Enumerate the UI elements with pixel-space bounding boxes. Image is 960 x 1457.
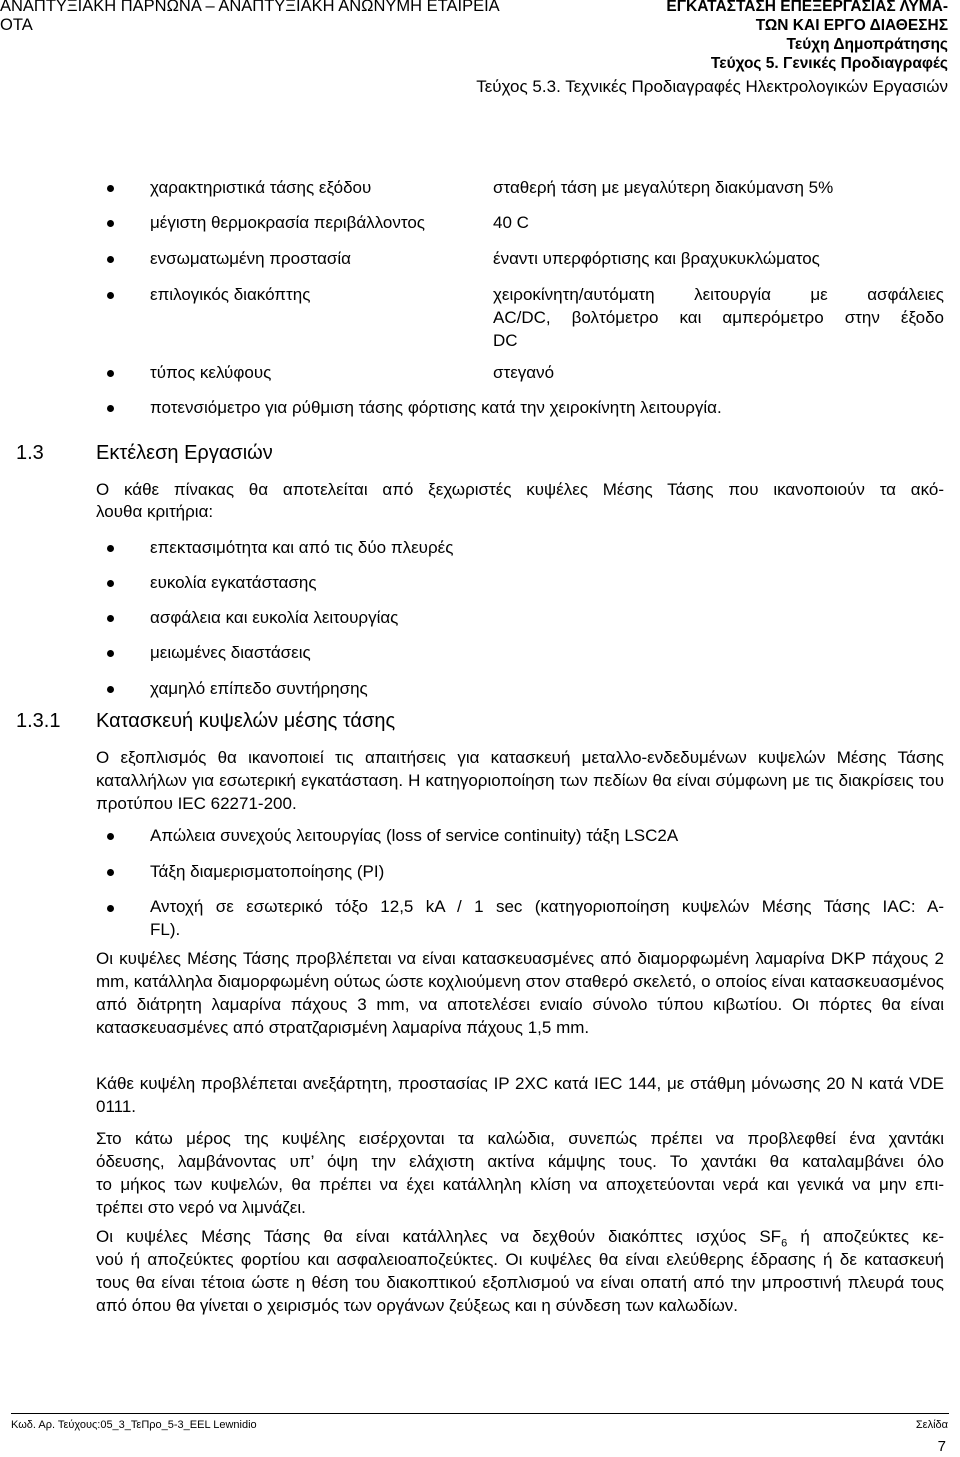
spec-value: DC (493, 331, 518, 350)
header-left-line1: ΑΝΑΠΤΥΞΙΑΚΗ ΠΑΡΝΩΝΑ – ΑΝΑΠΤΥΞΙΑΚΗ ΑΝΩΝΥΜΗ ΕΤΑΙΡΕΙΑ (0, 0, 500, 15)
header-right-line3: Τεύχη Δημοπράτησης (786, 36, 948, 53)
bullet-icon (107, 650, 114, 657)
footer-code: Κωδ. Αρ. Τεύχους:05_3_ΤεΠρο_5-3_EEL Lewnidio (11, 1419, 257, 1431)
header-right-line4: Τεύχος 5. Γενικές Προδιαγραφές (710, 55, 948, 72)
spec-value: έναντι υπερφόρτισης και βραχυκυκλώματος (493, 249, 820, 268)
paragraph-line: το μήκος των κυψελών, θα πρέπει να έχει κατάλληλη κλίση να αποχετεύονται νερά και γενικά να μην επι- (96, 1175, 944, 1194)
spec-value: 40 C (493, 213, 529, 232)
list-item: FL). (150, 920, 181, 939)
footer-page-label: Σελίδα (915, 1419, 948, 1431)
bullet-icon (107, 405, 114, 412)
header-right-line2: ΤΩΝ ΚΑΙ ΕΡΓΟ ΔΙΑΘΕΣΗΣ (755, 17, 948, 34)
list-item: επεκτασιμότητα και από τις δύο πλευρές (150, 538, 454, 557)
list-item: Αντοχή σε εσωτερικό τόξο 12,5 kA / 1 sec (κατηγοριοποίηση κυψελών Μέσης Τάσης IAC: A- (150, 897, 944, 916)
spec-label: ποτενσιόμετρο για ρύθμιση τάσης φόρτισης κατά την χειροκίνητη λειτουργία. (150, 398, 722, 417)
spec-label: χαρακτηριστικά τάσης εξόδου (150, 178, 372, 197)
paragraph-line: τρέπει στο νερό να λιμνάζει. (96, 1198, 306, 1217)
bullet-icon (107, 905, 114, 912)
subsection-title: Κατασκευή κυψελών μέσης τάσης (96, 710, 396, 732)
subsection-number: 1.3.1 (16, 710, 61, 732)
header-left-line2: ΟΤΑ (0, 16, 33, 34)
header-right-line5: Τεύχος 5.3. Τεχνικές Προδιαγραφές Ηλεκτρολογικών Εργασιών (476, 77, 948, 96)
bullet-icon (107, 292, 114, 299)
list-item: μειωμένες διαστάσεις (150, 643, 311, 662)
text-run: ή αποζεύκτες κε- (787, 1227, 944, 1246)
spec-label: τύπος κελύφους (150, 363, 272, 382)
text-run: Οι κυψέλες Μέσης Τάσης θα είναι κατάλληλες να δεχθούν διακόπτες ισχύος SF (96, 1227, 782, 1246)
paragraph-line (96, 1225, 944, 1248)
bullet-icon (107, 220, 114, 227)
spec-label: επιλογικός διακόπτης (150, 285, 311, 304)
spec-value: στεγανό (493, 363, 555, 382)
paragraph-rest: νού ή αποζεύκτες φορτίου και ασφαλειοαποζεύκτες. Οι κυψέλες θα είναι ελεύθερης έδρασης ή δε κατασκευή τους θα είναι τέτοια ώστε η θέση του διακοπτικού εξοπλισμού να είναι οπατή από την μπροστινή πλευρά τους από όπου θα γίνεται ο χειρισμός των οργάνων ζεύξεως και η σύνδεση των καλωδίων. (96, 1250, 944, 1315)
bullet-icon (107, 545, 114, 552)
bullet-icon (107, 833, 114, 840)
spec-value: σταθερή τάση με μεγαλύτερη διακύμανση 5% (493, 178, 834, 197)
paragraph: Οι κυψέλες Μέσης Τάσης προβλέπεται να είναι κατασκευασμένες από διαμορφωμένη λαμαρίνα DKP πάχους 2 mm, κατάλληλα διαμορφωμένη ούτως ώστε κοχλιούμενη στον σταθερό σκελετό, ο οποίος είναι κατασκευασμένος από διάτρητη λαμαρίνα πάχους 3 mm, να αποτελέσει ενιαίο σύνολο τύπου κιβωτίου. Οι πόρτες θα είναι κατασκευασμένες από στρατζαρισμένη λαμαρίνα πάχους 1,5 mm. (96, 949, 944, 1037)
spec-value: χειροκίνητη/αυτόματη λειτουργία με ασφάλειες (493, 285, 944, 304)
list-item: Τάξη διαμερισματοποίησης (PI) (150, 862, 385, 881)
list-item: ευκολία εγκατάστασης (150, 573, 317, 592)
list-item: χαμηλό επίπεδο συντήρησης (150, 679, 368, 698)
page-number: 7 (937, 1438, 946, 1455)
list-item: Απώλεια συνεχούς λειτουργίας (loss of service continuity) τάξη LSC2A (150, 826, 679, 845)
bullet-icon (107, 615, 114, 622)
bullet-icon (107, 185, 114, 192)
bullet-icon (107, 580, 114, 587)
paragraph-line: Στο κάτω μέρος της κυψέλης εισέρχονται τα καλώδια, συνεπώς πρέπει να προβλεφθεί ένα χαντάκι (96, 1129, 944, 1148)
header-left (0, 0, 500, 35)
list-item: ασφάλεια και ευκολία λειτουργίας (150, 608, 399, 627)
bullet-icon (107, 256, 114, 263)
bullet-icon (107, 370, 114, 377)
footer-rule (11, 1413, 949, 1414)
spec-value: AC/DC, βολτόμετρο και αμπερόμετρο στην έξοδο (493, 308, 944, 327)
paragraph: Ο εξοπλισμός θα ικανοποιεί τις απαιτήσεις για κατασκευή μεταλλο-ενδεδυμένων κυψελών Μέσης Τάσης καταλλήλων για εσωτερική εγκατάσταση. Η κατηγοριοποίηση των πεδίων θα είναι σύμφωνη με τις διακρίσεις του προτύπου IEC 62271-200. (96, 748, 944, 813)
header-right-line1: ΕΓΚΑΤΑΣΤΑΣΗ ΕΠΕΞΕΡΓΑΣΙΑΣ ΛΥΜΑ- (666, 0, 948, 15)
section-number: 1.3 (16, 442, 44, 464)
bullet-icon (107, 869, 114, 876)
section-intro: Ο κάθε πίνακας θα αποτελείται από ξεχωριστές κυψέλες Μέσης Τάσης που ικανοποιούν τα ακό- (96, 480, 944, 499)
spec-label: μέγιστη θερμοκρασία περιβάλλοντος (150, 213, 425, 232)
section-title: Εκτέλεση Εργασιών (96, 442, 273, 464)
bullet-icon (107, 686, 114, 693)
paragraph: Κάθε κυψέλη προβλέπεται ανεξάρτητη, προστασίας IP 2XC κατά IEC 144, με στάθμη μόνωσης 20 N κατά VDE 0111. (96, 1074, 944, 1116)
paragraph (96, 1127, 944, 1219)
header-right (666, 0, 948, 73)
spec-label: ενσωματωμένη προστασία (150, 249, 352, 268)
paragraph (96, 1225, 944, 1317)
paragraph-line: όδευσης, λαμβάνοντας υπ’ όψη την ελάχιστη ακτίνα κάμψης τους. Το χαντάκι θα καταλαμβάνει όλο (96, 1152, 944, 1171)
section-intro: λουθα κριτήρια: (96, 502, 214, 521)
subscript: 6 (781, 1237, 788, 1250)
